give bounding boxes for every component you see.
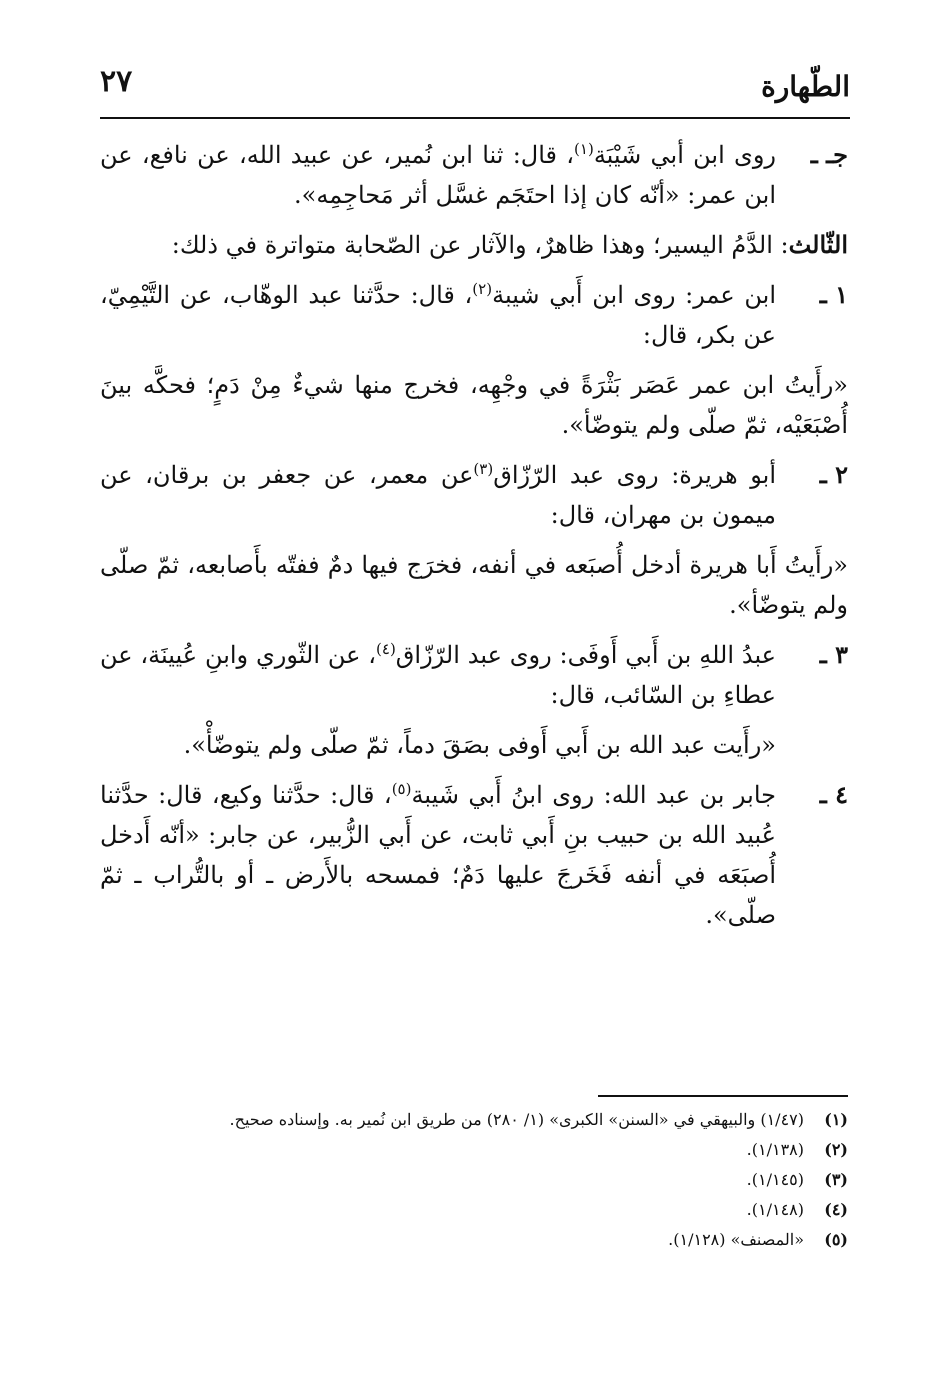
entry-marker: ٢ ـ [819,460,848,489]
entry-text-part: ، عن الثّوري وابنِ عُيينَة، عن عطاءِ بن السّائب، قال: [100,641,776,709]
footnote [100,1165,848,1195]
footnote-ref: (١) [574,140,594,158]
footnote [100,1195,848,1225]
footnote [100,1225,848,1255]
entry-marker: ١ ـ [819,280,848,309]
entry-text-part: روى ابن أبي شَيْبَة [593,141,776,169]
footnotes [100,1105,848,1255]
quote-2: «رأَيتُ أَبا هريرة أدخل أُصبَعه في أنفه، فخرَج فيها دمٌ ففتّه بأَصابعه، ثمّ صلّى ولم يتوضّأ». [100,551,848,619]
footnote-number: (١) [824,1110,848,1129]
entry-1 [100,275,848,355]
footnote-number: (٤) [824,1200,848,1219]
footnote-number: (٥) [824,1230,848,1249]
quote-3: «رأَيت عبد الله بن أَبي أَوفى بصَقَ دماً، ثمّ صلّى ولم يتوضّأْ». [183,731,776,759]
entry-jim [100,135,848,215]
footnote-ref: (٣) [473,460,494,478]
entry-marker: جـ ـ [810,140,848,169]
entry-text-part: عن معمر، عن جعفر بن برقان، عن ميمون بن مهران، قال: [100,461,776,529]
running-head [100,64,850,114]
main-text [100,135,848,945]
footnote-number: (٣) [824,1170,848,1189]
entry-marker: ٣ ـ [819,640,848,669]
page-number: ٢٧ [100,64,133,99]
footnote-text: (١/١٤٥). [746,1170,804,1189]
third-point-paragraph [100,225,848,265]
footnote-rule [598,1095,848,1097]
section-title: الطّهارة [761,70,850,103]
entry-text-part: أبو هريرة: روى عبد الرّزّاق [493,461,777,489]
entry-4 [100,775,848,935]
footnote-text: (١/٤٧) والبيهقي في «السنن» الكبرى» (١/ ٢٨٠) من طريق ابن نُمير به. وإسناده صحيح. [229,1110,804,1129]
entry-text-part: ، قال: حدَّثنا عبد الوهّاب، عن التَّيْمِيّ، عن بكر، قال: [100,281,776,349]
third-point-text: : الدَّمُ اليسير؛ وهذا ظاهرٌ، والآثار عن الصّحابة متواترة في ذلك: [171,231,789,259]
footnote [100,1105,848,1135]
entry-text [100,455,776,535]
footnote [100,1135,848,1165]
entry-text-part: ، قال: ثنا ابن نُمير، عن عبيد الله، عن نافع، عن ابن عمر: «أنّه كان إذا احتَجَم غسَّل أثر مَحاجِمِه». [100,141,776,209]
entry-3 [100,635,848,715]
third-point-lead: الثّالث [788,230,848,259]
entry-text-part: ، قال: حدَّثنا وكيع، قال: حدَّثنا عُبيد الله بن حبيب بنِ أَبي ثابت، عن أَبي الزُّبير، عن جابر: «أنّه أَدخل أُصبَعَه في أنفه فَخَرجَ عليها دَمٌ؛ فمسحه بالأَرض ـ أو بالتُّراب ـ ثمّ صلّى». [100,781,777,929]
entry-text [100,275,776,355]
footnote-text: (١/١٣٨). [746,1140,804,1159]
footnote-text: «المصنف» (١/١٢٨). [668,1230,804,1249]
entry-text [100,775,776,935]
entry-text [100,635,776,715]
footnote-text: (١/١٤٨). [746,1200,804,1219]
footnote-ref: (٢) [472,280,493,298]
entry-2 [100,455,848,535]
entry-text [100,135,776,215]
entry-text-part: عبدُ اللهِ بن أَبي أَوفَى: روى عبد الرّزّاق [395,641,777,669]
header-rule [100,117,850,119]
footnote-number: (٢) [824,1140,848,1159]
entry-text-part: ابن عمر: روى ابن أَبي شيبة [492,281,776,309]
footnote-ref: (٤) [376,640,396,658]
entry-marker: ٤ ـ [819,780,848,809]
quote-1: «رأَيتُ ابن عمر عَصَر بَثْرَةً في وجْهِه، فخرج منها شيءٌ مِنْ دَمٍ؛ فحكَّه بينَ أُصْبَعَيْه، ثمّ صلّى ولم يتوضّأ». [100,371,848,439]
entry-text-part: جابر بن عبد الله: روى ابنُ أَبي شَيبة [411,781,777,809]
footnote-ref: (٥) [391,780,412,798]
